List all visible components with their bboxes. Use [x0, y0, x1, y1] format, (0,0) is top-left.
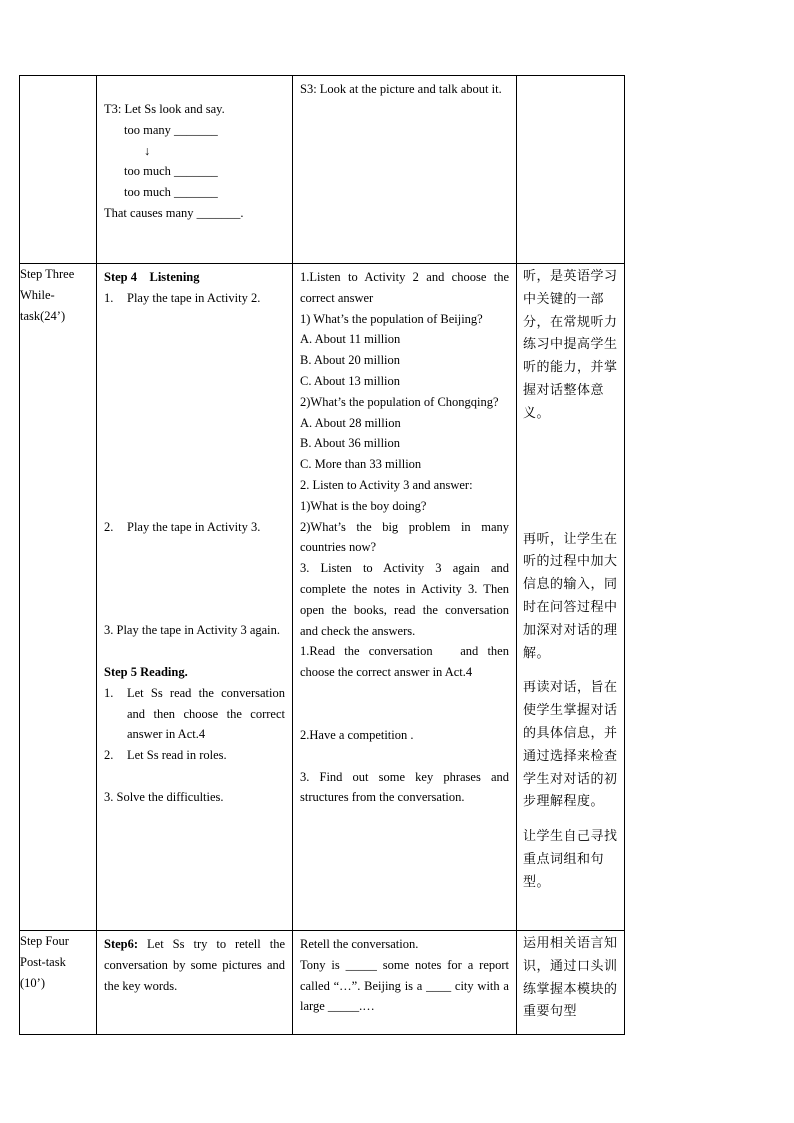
step-title: Step 4 Listening [104, 270, 200, 284]
question-text: 1) What’s the population of Beijing? [300, 311, 483, 326]
list-item [104, 517, 285, 538]
purpose-cell-empty [517, 76, 625, 264]
stage-label: While- [20, 287, 55, 302]
blank-line: That causes many _______. [104, 205, 244, 220]
activity-text: Tony is _____ some notes for a report called “…”. Beijing is a ____ city with a large _____.… [300, 957, 509, 1014]
purpose-text: 运用相关语言知识，通过口头训练掌握本模块的重要句型 [523, 936, 618, 1020]
option-text: B. About 36 million [300, 436, 401, 451]
task-line: T3: Let Ss look and say. [104, 102, 225, 116]
list-number: 1. [104, 685, 114, 700]
blank-line: too many _______ [124, 122, 218, 137]
step-text: Let Ss try to retell the conversation by some pictures and the key words. [104, 937, 285, 993]
stage-label: Step Four [20, 934, 69, 948]
option-text: B. About 20 million [300, 353, 401, 368]
option-text: C. More than 33 million [300, 457, 422, 472]
student-activity-cell [293, 264, 517, 931]
list-text: Play the tape in Activity 3. [127, 519, 261, 534]
table-row [20, 76, 625, 264]
down-arrow-icon: ↓ [144, 143, 151, 158]
activity-text: 2.Have a competition . [300, 727, 414, 742]
teacher-activity-cell [97, 931, 293, 1035]
table-row [20, 264, 625, 931]
question-text: 2)What’s the big problem in many countries now? [300, 519, 509, 555]
list-number: 2. [104, 519, 114, 534]
teacher-activity-cell [97, 76, 293, 264]
question-text: 1)What is the boy doing? [300, 498, 427, 513]
stage-cell-empty [20, 76, 97, 264]
blank-line: too much _______ [124, 185, 218, 200]
list-text: Let Ss read in roles. [127, 748, 227, 763]
list-number: 1. [104, 290, 114, 305]
table-row [20, 931, 625, 1035]
student-text: S3: Look at the picture and talk about it. [300, 82, 502, 96]
student-activity-cell [293, 931, 517, 1035]
purpose-text: 再读对话，旨在使学生掌握对话的具体信息，并通过选择来检查学生对对话的初步理解程度。 [523, 680, 618, 810]
list-item [104, 288, 285, 309]
list-number: 2. [104, 748, 114, 763]
activity-text: 3. Listen to Activity 3 again and complete the notes in Activity 3. Then open the books, read the conversation and check the answers. [300, 561, 509, 638]
list-text: 3. Play the tape in Activity 3 again. [104, 623, 281, 638]
list-text: Play the tape in Activity 2. [127, 290, 261, 305]
stage-label: Post-task [20, 954, 66, 969]
question-text: 2)What’s the population of Chongqing? [300, 394, 499, 409]
activity-text: 1.Listen to Activity 2 and choose the correct answer [300, 270, 509, 305]
list-item [104, 683, 285, 745]
stage-cell [20, 931, 97, 1035]
list-item [104, 745, 285, 766]
purpose-text: 再听，让学生在听的过程中加大信息的输入，同时在问答过程中加深对对话的理解。 [523, 531, 618, 661]
activity-text: 3. Find out some key phrases and structures from the conversation. [300, 769, 509, 805]
purpose-text: 听，是英语学习中关键的一部分，在常规听力练习中提高学生听的能力，并掌握对话整体意义。 [523, 269, 618, 421]
teacher-activity-cell [97, 264, 293, 931]
stage-label: Step Three [20, 267, 75, 281]
activity-text: 2. Listen to Activity 3 and answer: [300, 477, 473, 492]
list-text: Let Ss read the conversation and then choose the correct answer in Act.4 [127, 685, 285, 742]
purpose-text: 让学生自己寻找重点词组和句型。 [523, 829, 618, 890]
activity-title: Retell the conversation. [300, 937, 419, 951]
option-text: C. About 13 million [300, 373, 401, 388]
stage-cell [20, 264, 97, 931]
activity-text: 1.Read the conversation and then choose the correct answer in Act.4 [300, 644, 513, 680]
purpose-cell [517, 264, 625, 931]
blank-line: too much _______ [124, 164, 218, 179]
stage-label: (10’) [20, 975, 45, 990]
student-activity-cell [293, 76, 517, 264]
option-text: A. About 28 million [300, 415, 401, 430]
option-text: A. About 11 million [300, 332, 401, 347]
lesson-plan-table [19, 75, 625, 1035]
purpose-cell [517, 931, 625, 1035]
stage-label: task(24’) [20, 308, 66, 323]
step-title: Step 5 Reading. [104, 664, 188, 679]
list-text: 3. Solve the difficulties. [104, 789, 224, 804]
step-title: Step6: [104, 937, 139, 951]
